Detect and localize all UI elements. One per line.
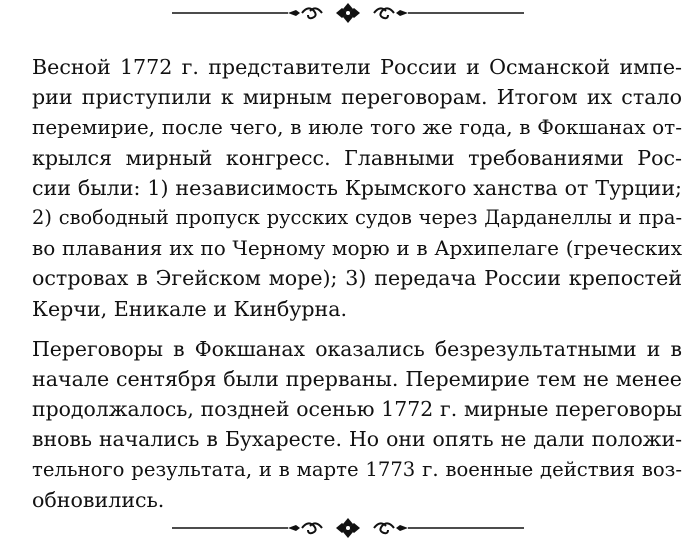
text-line: рии приступили к мирным переговорам. Итогом их стало [32, 85, 682, 110]
text-line: во плавания их по Черному морю и в Архипелаге (греческих [32, 236, 682, 261]
text-line: Переговоры в Фокшанах оказались безрезультатными и в [32, 336, 682, 361]
text-line: начале сентября были прерваны. Перемирие тем не менее [32, 367, 682, 392]
article-body [14, 52, 682, 515]
text-line: островах в Эгейском море); 3) передача России крепостей [32, 266, 682, 291]
text-line: перемирие, после чего, в июле того же года, в Фокшанах от- [32, 115, 682, 140]
bottom-ornament-divider [0, 515, 696, 541]
text-line: продолжалось, поздней осенью 1772 г. мирные переговоры [32, 397, 682, 422]
text-line: тельного результата, и в марте 1773 г. военные действия воз- [32, 457, 682, 481]
top-ornament-divider [0, 0, 696, 26]
paragraph-1 [14, 52, 682, 324]
text-line: обновились. [32, 487, 165, 512]
flourish-divider-icon [0, 0, 696, 26]
flourish-divider-icon [0, 515, 696, 541]
text-line: крылся мирный конгресс. Главными требованиями Рос- [32, 145, 682, 170]
text-line: вновь начались в Бухаресте. Но они опять не дали положи- [32, 427, 682, 452]
text-line: 2) свободный пропуск русских судов через Дарданеллы и пра- [32, 206, 682, 230]
text-line: Весной 1772 г. представители России и Османской импе- [32, 55, 682, 79]
text-line: сии были: 1) независимость Крымского ханства от Турции; [32, 175, 682, 200]
paragraph-2 [14, 334, 682, 515]
text-line: Керчи, Еникале и Кинбурна. [32, 296, 348, 321]
